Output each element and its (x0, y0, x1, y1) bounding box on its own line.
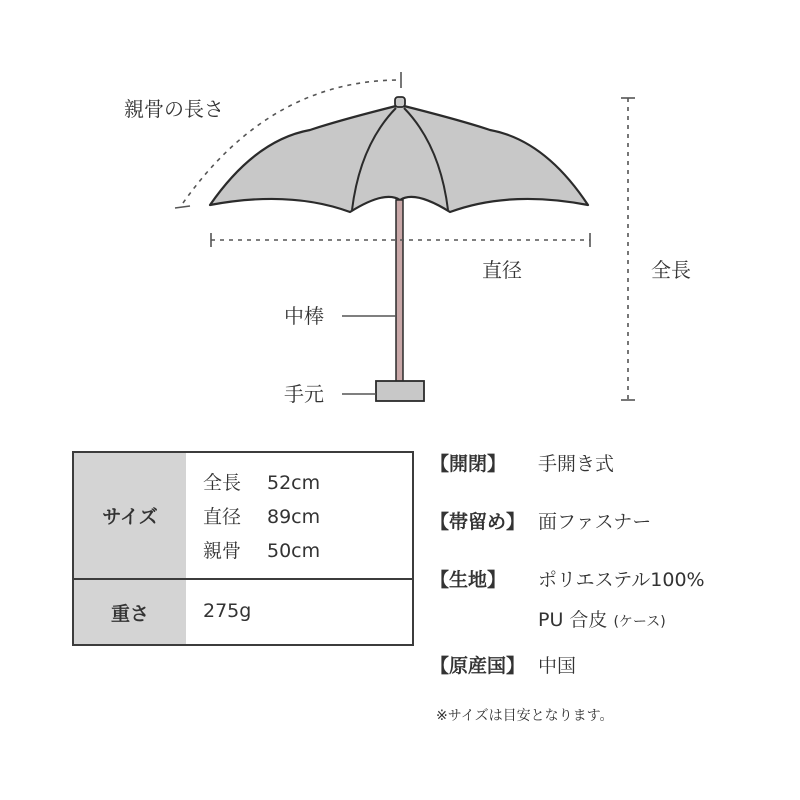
umbrella-shaft (396, 200, 403, 382)
info-value-origin: 中国 (538, 655, 577, 677)
umbrella-handle (376, 381, 424, 401)
size-row-value: 50cm (267, 540, 321, 562)
size-row-rib (203, 542, 320, 561)
size-row-total-length (203, 474, 320, 493)
info-label-opening: 【開閉】 (430, 453, 507, 475)
weight-header: 重さ (74, 580, 186, 644)
shaft-label: 中棒 (284, 304, 324, 328)
size-row-diameter (203, 508, 320, 527)
weight-value: 275g (203, 600, 252, 622)
handle-label: 手元 (284, 382, 324, 406)
info-label-fabric: 【生地】 (430, 569, 507, 591)
size-row-label: 全長 (203, 472, 242, 494)
fabric-case-note: (ケース) (613, 614, 666, 630)
info-value-fabric: ポリエステル100% (538, 569, 705, 591)
size-values (186, 453, 412, 578)
info-label-origin: 【原産国】 (430, 655, 526, 677)
fabric-case-material: PU 合皮 (538, 609, 608, 631)
size-row-label: 親骨 (203, 540, 242, 562)
rib-length-tick-left (175, 206, 190, 208)
umbrella-tip (395, 97, 405, 107)
weight-value-cell (186, 580, 412, 644)
size-row-value: 52cm (267, 472, 321, 494)
info-value-opening: 手開き式 (538, 453, 615, 475)
umbrella-canopy (210, 105, 588, 212)
info-value-fabric-case (538, 611, 666, 630)
info-label-strap: 【帯留め】 (430, 511, 526, 533)
size-note: ※サイズは目安となります。 (436, 708, 614, 724)
rib-length-label: 親骨の長さ (124, 97, 224, 121)
spec-table (72, 451, 414, 646)
size-row-label: 直径 (203, 506, 242, 528)
size-header: サイズ (74, 453, 186, 578)
total-length-label: 全長 (651, 258, 691, 282)
size-row-value: 89cm (267, 506, 321, 528)
info-value-strap: 面ファスナー (538, 511, 652, 533)
diameter-label: 直径 (482, 258, 522, 282)
